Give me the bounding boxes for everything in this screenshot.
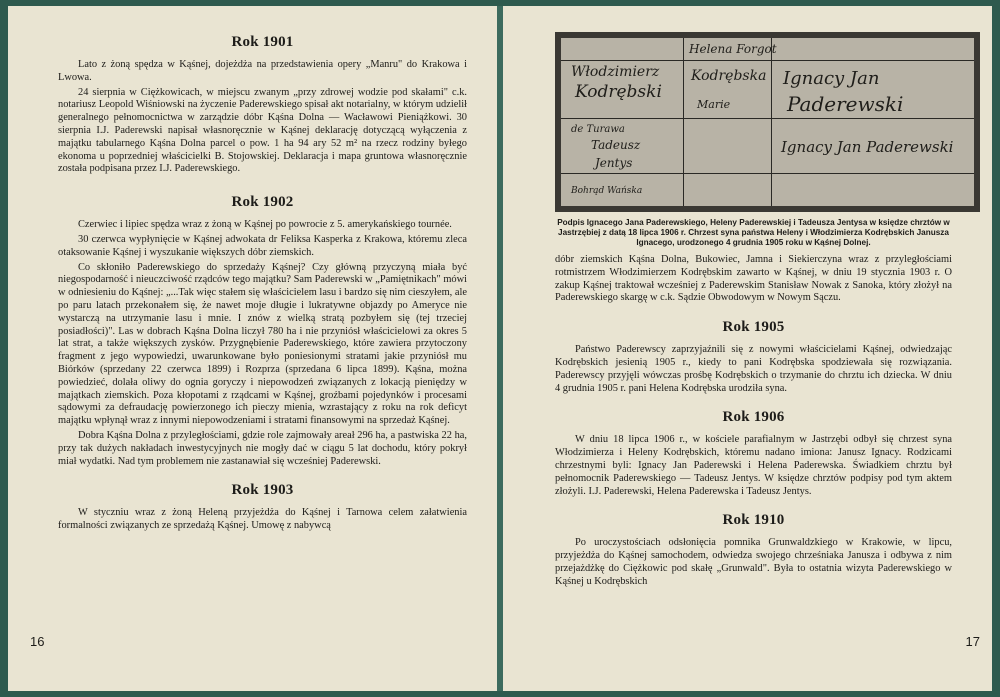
right-page <box>503 6 992 691</box>
page-number: 17 <box>965 634 980 649</box>
paragraph: Czerwiec i lipiec spędza wraz z żoną w Kąśnej po powrocie z 5. amerykańskiego tournée. <box>78 219 452 231</box>
page-number: 16 <box>30 634 45 649</box>
section-heading: Rok 1902 <box>231 194 294 211</box>
paragraph: dóbr ziemskich Kąśna Dolna, Bukowiec, Jamna i Siekierczyna wraz z przyległościami rotmistrzem Włodzimierzem Kodrębskim zawarto w Kąśnej, w dniu 19 stycznia 1903 r. O zakup Kąśnej traktował wcześniej z Paderewskim Stanisław Nowak z Sanoka, który złożył na Paderewskiego skargę w c.k. Sądzie Obwodowym w Nowym Sączu. <box>555 254 952 304</box>
signature-text: Jentys <box>595 156 633 170</box>
section-heading: Rok 1901 <box>231 34 294 50</box>
paragraph: Dobra Kąśna Dolna z przyległościami, gdzie role zajmowały areał 296 ha, a pastwiska 22 ha, przy tak dużych nakładach inwestycyjnych nie mogły dać w ciągu 5 lat dochodu, który pokrył miał wydatki. Nad tym problemem nie zastanawiał się wcześniej Paderewski. <box>58 429 467 467</box>
paragraph: 30 czerwca wypłynięcie w Kąśnej adwokata dr Feliksa Kasperka z Krakowa, któremu zleca otaksowanie Kąśnej i wyszukanie większych dóbr ziemskich. <box>58 233 467 258</box>
left-page <box>8 6 497 691</box>
register-page <box>561 38 974 206</box>
signature-text: de Turawa <box>571 124 625 135</box>
signature-text: Marie <box>697 98 731 111</box>
paragraph: Państwo Paderewscy zaprzyjaźnili się z nowymi właścicielami Kąśnej, odwiedzając Kodrębskich jesienią 1905 r., kiedy to pani Kodrębska spodziewała się rozwiązania. Paderewscy przyjęli wówczas prośbę Kodrębskich o trzymanie do chrztu ich dziecka. W dniu 4 grudnia 1905 r. pani Helena Kodrębska urodziła syna. <box>555 344 952 394</box>
signature-text: Bohrąd Wańska <box>571 186 643 196</box>
paragraph: Lato z żoną spędza w Kąśnej, dojeżdża na przedstawienia opery „Manru" do Krakowa i Lwowa. <box>58 59 467 83</box>
signature-text: Kodrębska <box>691 68 767 84</box>
section-heading: Rok 1905 <box>722 319 785 336</box>
signature-text: Ignacy Jan Paderewski <box>781 138 954 156</box>
signature-text: Paderewski <box>787 92 904 116</box>
paragraph: W dniu 18 lipca 1906 r., w kościele parafialnym w Jastrzębi odbył się chrzest syna Włodzimierza i Heleny Kodrębskich, któremu nadano imiona: Janusz Ignacy. Rodzicami chrzestnymi byli: Ignacy Jan Paderewski i Helena Paderewska. Świadkiem chrztu był pełnomocnik Paderewskiego — Tadeusz Jentys. W księdze chrztów podpisy pod tym aktem złożyli. I.J. Paderewski, Helena Paderewska i Tadeusz Jentys. <box>555 434 952 497</box>
paragraph: W styczniu wraz z żoną Heleną przyjeżdża do Kąśnej i Tarnowa celem załatwienia formalności związanych ze sprzedażą Kąśnej. Umowę z nabywcą <box>58 507 467 532</box>
baptism-register-photo <box>555 32 980 212</box>
section-heading: Rok 1910 <box>722 512 785 529</box>
paragraph: Co skłoniło Paderewskiego do sprzedaży Kąśnej? Czy główną przyczyną miała być niegospodarność i nieuczciwość rządców tego majątku? Sam Paderewski w „Pamiętnikach" mówi w odniesieniu do Kąśnej: „...Tak więc stałem się właścicielem lasu i bardzo się nim cieszyłem, ale po paru latach przekonałem się, że nawet moje długie i lukratywne objazdy po Ameryce nie wystarczą na utrzymanie lasu i mnie. I znów z wielką stratą pozbyłem się (tej trzeciej posiadłości)". Las w dobrach Kąśna Dolna liczył 780 ha i nie przyniósł właścicielowi za okres 5 lat strat, a także większych zysków. Przygnębienie Paderewskiego, które zawiera przytoczony fragment z jego wypowiedzi, uwarunkowane było poniesionymi stratami jakie przyniósł mu Biórków (sprzedany 22 czerwca 1899) i Rozprza (sprzedana 6 lipca 1899). Kąśna, można powiedzieć, dolała oliwy do ognia goryczy i niepowodzeń związanych z lokacją pieniędzy w majątkach ziemskich. Poza kłopotami z rządcami w Kąśnej, groźbami pojedynków i procesami sądowymi za defraudację powierzonego ich pieczy mienia, wzrastający z roku na rok deficyt majątku wpłynął wraz z innymi niepowodzeniami i stratami finansowymi na sprzedaż Kąśnej. <box>58 261 467 427</box>
section-heading: Rok 1906 <box>722 409 785 426</box>
paragraph: Po uroczystościach odsłonięcia pomnika Grunwaldzkiego w Krakowie, w lipcu, przyjeżdża do Kąśnej samochodem, odwiedza swojego chrześniaka Janusza i odbywa z nim przejażdżkę do Ciężkowic pod skałę „Grunwald". Była to ostatnia wizyta Paderewskiego w Kąśnej u Kodrębskich <box>555 537 952 587</box>
paragraph: 24 sierpnia w Ciężkowicach, w miejscu zwanym „przy zdrowej wodzie pod skałami" c.k. notariusz Leopold Wiśniowski na życzenie Paderewskiego spisał akt notarialny, w którym udzielił generalnego pełnomocnictwa w zarządzie dóbr Kąśna Dolna — Wacławowi Pieniążkowi. 30 sierpnia I.J. Paderewski napisał własnoręcznie w Kąśnej deklarację dotyczącą wyłączenia z majątku tabularnego Kąśna Dolna parcel o pow. 1 ha 94 ary 52 m² na rzecz rodziny byłego ekonoma u poprzedniej właścicielki B. Stojowskiej. Deklaracja i mapa gruntowa własnoręcznie została podpisana przez I.J. Paderewskiego. <box>58 86 467 175</box>
signature-text: Ignacy Jan <box>783 68 880 89</box>
signature-text: Tadeusz <box>591 138 641 152</box>
photo-caption: Podpis Ignacego Jana Paderewskiego, Heleny Paderewskiej i Tadeusza Jentysa w księdze chrztów w Jastrzębiej z datą 18 lipca 1906 r. Chrzest syna państwa Heleny i Włodzimierza Kodrębskich Janusza Ignacego, urodzonego 4 grudnia 1905 roku w Kąśnej Dolnej. <box>557 218 950 247</box>
section-heading: Rok 1903 <box>231 482 294 499</box>
signature-text: Kodrębski <box>575 82 662 102</box>
signature-text: Włodzimierz <box>571 64 660 80</box>
signature-text: Helena Forgot <box>689 42 777 56</box>
